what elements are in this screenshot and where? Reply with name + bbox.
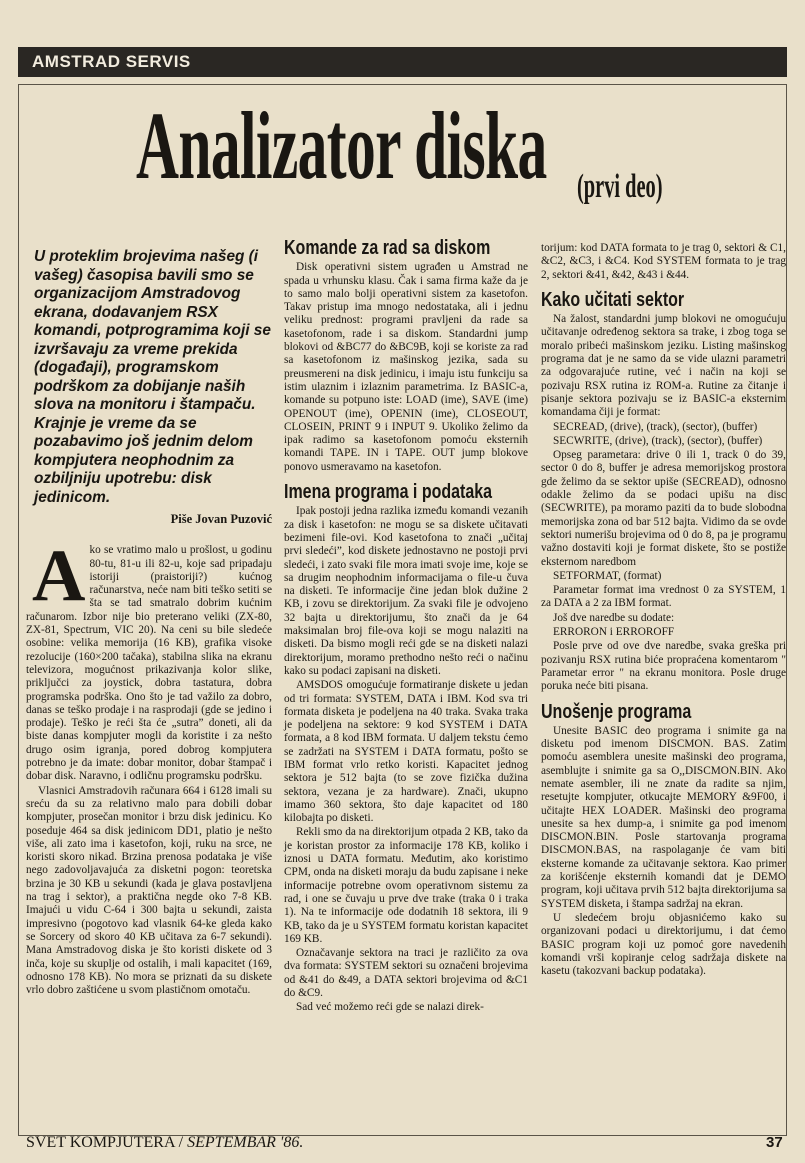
section-heading: Komande za rad sa diskom	[284, 237, 491, 259]
paragraph: Disk operativni sistem ugrađen u Amstrad ne spada u vrhunsku klasu. Čak i sama firma kaže da je to samo malo bolji operativni sistem za kasetofon. Takav pristup ima mnogo nedostataka, ali i jednu veliku prednost: programi pravljeni da rade sa kasetofonom, rade i sa diskom. Standardni jump blokovi od &BC77 do &BC9B, koji se koriste za rad sa kasetofonom iz mašinskog jezika, sada su preusmereni na disk jedinicu, i imaju istu funkciju sa istim ulaznim i izlaznim parametrima. Iz BASIC-a, komande su potpuno iste: LOAD (ime), SAVE (ime) OPENOUT (ime), OPENIN (ime), CLOSEOUT, CLOSEIN, PRINT 9 i INPUT 9. Ukoliko želimo da ipak radimo sa kasetofonom pomoću eksternih komandi TAPE. IN i TAPE. OUT jump blokove ponovo usmeravamo na kasetofon.	[284, 261, 528, 473]
article-subtitle: (prvi deo)	[577, 168, 663, 205]
column-1	[26, 248, 272, 998]
code-line: ERRORON i ERROROFF	[553, 626, 675, 639]
paragraph: Unesite BASIC deo programa i snimite ga na disketu pod imenom DISCMON. BAS. Zatim pomoću asemblera unesite mašinski deo programa, asemblujte i snimite ga sa O,,DISCMON.BIN. Ako nemate asembler, ili ne znate da radite sa njim, resetujte kompjuter, otkucajte MEMORY &9F00, i učitajte HEX LOADER. Mašinski deo programa unesite sa hex dump-a, i snimite ga pod imenom DISCMON.BIN. Posle startovanja programa DISCMON.BAS, na raspolaganje će vam biti eksterne komande za učitavanje sektora. Kao primer za korišćenje eksternih komandi dat je DEMO program, koji učitava prvih 512 bajta direktorijuma sa SYSTEM disketa, i štampa sadržaj na ekran.	[541, 724, 786, 910]
paragraph: Opseg parametara: drive 0 ili 1, track 0 do 39, sector 0 do 8, buffer je adresa memorijskog prostora gde želimo da se sektor upiše (SECREAD), odnosno odakle želimo da se podaci upišu na disc (SECWRITE), pa moramo paziti da to bude slobodna memorijska zona od bar 512 bajta. Vidimo da se ovde sektori numerišu brojevima od 0 do 8, pa je programu važno dostaviti koji je format diskete, što se postiže eksternom naredbom	[541, 449, 786, 568]
section-heading: Kako učitati sektor	[541, 288, 685, 311]
column-2	[284, 237, 528, 1016]
paragraph: Na žalost, standardni jump blokovi ne omogućuju učitavanje određenog sektora sa trake, i zbog toga se moralo pribeći mašinskom jeziku. Listing mašinskog programa dat je ne samo da se vide ulazni parametri za odgovarajuće rutine, već i način na koji se pozivaju RSX rutina iz ROM-a. Rutine za čitanje i pisanje sektora pozivaju se iz BASIC-a eksternim komandama čiji je format:	[541, 313, 786, 419]
section-heading: Imena programa i podataka	[284, 481, 493, 504]
code-line: SETFORMAT, (format)	[553, 569, 662, 582]
page-number: 37	[766, 1134, 783, 1151]
paragraph: AMSDOS omogućuje formatiranje diskete u jedan od tri formata: SYSTEM, DATA i IBM. Kod sva tri formata disketa je podeljena na 40 traka. Svaka traka je podeljena na sektore: 9 kod SYSTEM i DATA formata, a 8 kod IBM formata. U daljem tekstu ćemo se zadržati na SYSTEM i DATA formatu, pošto se IBM format vrlo retko koristi. Kapacitet jednog sektora je 512 bajta (to se zove fizička dužina sektora, vezana je za hardware). Znači, ukupno imamo 360 sektora, što daje kapacitet od 180 kilobajta po disketi.	[284, 679, 528, 825]
code-line: SECWRITE, (drive), (track), (sector), (buffer)	[553, 434, 763, 447]
magazine-name: SVET KOMPJUTERA /	[26, 1134, 184, 1151]
paragraph: Još dve naredbe su dodate:	[553, 611, 675, 624]
paragraph: Vlasnici Amstradovih računara 664 i 6128 imali su sreću da su za relativno malo para dobili dobar kompjuter, prosečan monitor i brzu disk jedinicu. Ko poseduje 464 sa disk jedinicom DD1, platio je nešto više, ali zato ima i kasetofon, koji, ruku na srce, ne koristi skoro nikad. Brzina prenosa podataka je više nego zadovoljavajuća za disketni pogon: teoretska brzina je 30 KB u sekundi (kada je glava postavljena na trag i sektor), a praktična negde oko 7-8 KB. Imajući u vidu C-64 i 300 bajta u sekundi, zaista impresivno (pogotovo kad vlasnik 64-ke gleda kako se Sorcery od skoro 40 KB učitava za 6-7 sekundi). Mana Amstradovog diska je što koristi diskete od 3 inča, koje su skuplje od ostalih, i mali kapacitet (169, odnosno 178 KB). No mora se priznati da su diskete vrlo dobro zaštićene u svom plastičnom omotaču.	[26, 784, 272, 997]
drop-cap: A	[32, 535, 86, 618]
intro-text: U proteklim brojevima našeg (i vašeg) časopisa bavili smo se organizacijom Amstradovog ekrana, dodavanjem RSX komandi, potprogramima koji se izvršavaju za vreme prekida (događaji), programskom podrškom za dobijanje naših slova na monitoru i štampaču. Krajnje je vreme da se pozabavimo još jednim delom kompjutera neophodnim za ozbiljniju upotrebu: disk jedinicom.	[34, 248, 271, 506]
code-line: SECREAD, (drive), (track), (sector), (buffer)	[553, 420, 758, 433]
paragraph: U sledećem broju objasnićemo kako su organizovani podaci u direktorijumu, i dat ćemo BASIC program koji uz pomoć gore navedenih komandi vrši kopiranje celog sadržaja diskete na kasetu (takozvani backup podataka).	[541, 911, 786, 978]
paragraph: Parametar format ima vrednost 0 za SYSTEM, 1 za DATA a 2 za IBM format.	[541, 584, 786, 610]
paragraph: torijum: kod DATA formata to je trag 0, sektori & C1, &C2, &C3, i &C4. Kod SYSTEM formata to je trag 2, sektori &41, &42, &43 i &44.	[541, 242, 786, 281]
paragraph: Sad već možemo reći gde se nalazi direk-	[296, 1001, 484, 1014]
paragraph: Ipak postoji jedna razlika između komandi vezanih za disk i kasetofon: ne mogu se sa diskete učitavati bezimeni file-ovi. Kod kasetofona to znači „učitaj prvi sledeći”, kod diskete jednostavno ne postoji prvi sledeći, i zato svaki file mora imati svoje ime, koje se sa drugim neophodnim informacijama o file-u čuva na disketi. Te informacije čine jedan blok dužine 2 KB, i zovu se direktorijum. Za svaki file je odvojeno 32 bajta u direktorijumu, što znači da je 64 maksimalan broj file-ova koji se mogu nalaziti na disketi. Da bismo mogli reći gde se na disketi nalazi direktorijum, moramo prethodno nešto reći o načinu kako su podaci zapisani na disketi.	[284, 505, 528, 677]
column-3	[541, 242, 786, 979]
section-banner	[18, 47, 787, 77]
footer-magazine	[26, 1134, 303, 1152]
paragraph: Posle prve od ove dve naredbe, svaka greška pri pozivanju RSX rutina biće propraćena komentarom " Parametar error " na ekranu monitora. Posle druge poruka neće biti pisana.	[541, 640, 786, 693]
issue-date: SEPTEMBAR '86.	[187, 1134, 304, 1151]
paragraph: Označavanje sektora na traci je različito za ova dva formata: SYSTEM sektori su označeni brojevima od &41 do &49, a DATA sektori brojevima od &C1 do &C9.	[284, 947, 528, 1000]
lead-paragraph	[26, 535, 272, 783]
section-label: AMSTRAD SERVIS	[32, 52, 191, 71]
paragraph: Rekli smo da na direktorijum otpada 2 KB, tako da je koristan prostor za informacije 178 KB, koliko i iznosi u DATA formatu. Međutim, ako koristimo CPM, onda na disketi moraju da budu zapisane i neke informacije potrebne ovom operativnom sistemu za rad, i one se čuvaju u prve dve trake (traka 0 i traka 1). Na te informacije ode dodatnih 18 sektora, ili 9 KB, tako da je u SYSTEM formatu koristan kapacitet 169 KB.	[284, 826, 528, 945]
section-heading: Unošenje programa	[541, 700, 692, 723]
author-byline: Piše Jovan Puzović	[170, 512, 272, 526]
lead-paragraph-text: ko se vratimo malo u prošlost, u godinu 80-tu, 81-u ili 82-u, koje sad pripadaju istoriji (praistoriji?) kućnog računarstva, neće nam biti teško setiti se šta se tad smatralo dobrim kućnim računarom. Izbor nije bio preterano veliki (ZX-80, ZX-81, Spectrum, VIC 20). Na ceni su bile sledeće osobine: velika memorija (16 KB), grafika visoke rezolucije (160×200 tačaka), stabilna slika na ekranu televizora, mogućnost prikazivanja kolor slike, priključci za joystick, dobra tastatura, dobra programska podrška. Ono što je tad važilo za dobro, danas se teško prodaje i na rasprodaji (gde se jedino i prodaje). Teško je reći šta će „sutra” doneti, ali da biste danas kompjuter mogli da koristite i za nešto drugo osim igranja, pored dobrog kompjutera potrebno je da imate: dobar monitor, dobar štampač i dobar disk. Naravno, i odličnu programsku podršku.	[26, 544, 272, 783]
article-title: Analizator diska	[136, 92, 547, 199]
